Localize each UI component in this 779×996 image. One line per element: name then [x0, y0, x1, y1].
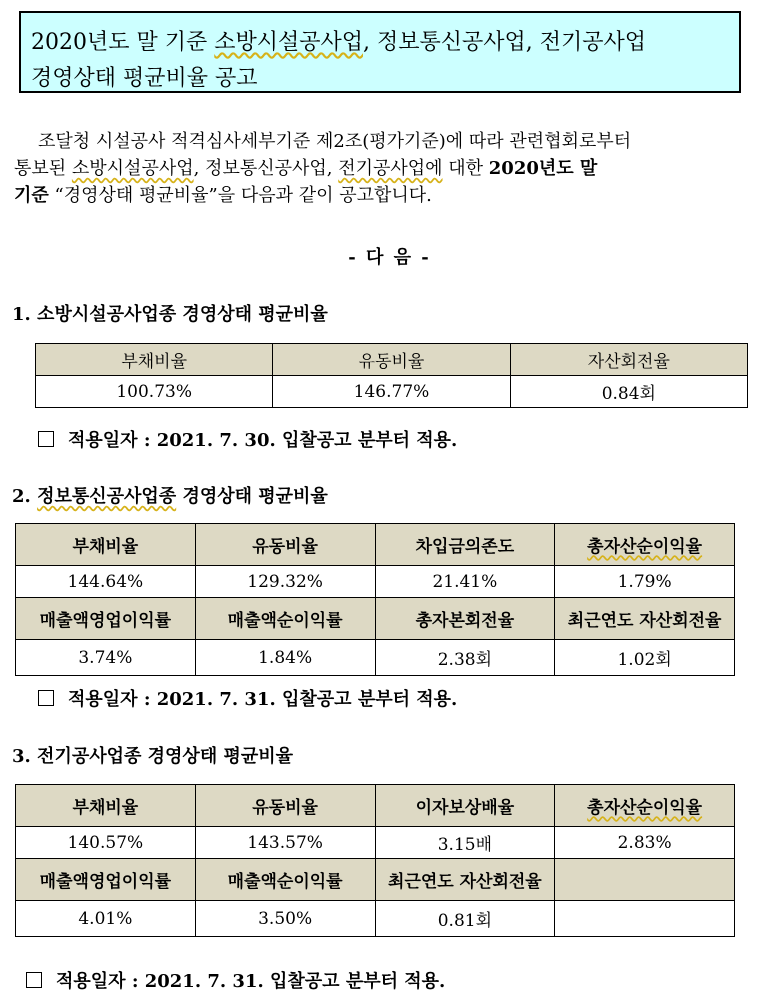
s3-header: 최근연도 자산회전율 [375, 859, 555, 901]
s2-header: 매출액영업이익률 [16, 598, 196, 640]
s2-value: 1.79% [555, 566, 735, 598]
s2-header: 차입금의존도 [375, 524, 555, 566]
title-box [19, 11, 741, 93]
s1-header-liquidity: 유동비율 [273, 344, 510, 376]
s3-header: 이자보상배율 [375, 785, 555, 827]
s3-header: 부채비율 [16, 785, 196, 827]
s2-header: 유동비율 [195, 524, 375, 566]
s3-header: 유동비율 [195, 785, 375, 827]
s2-value: 144.64% [16, 566, 196, 598]
s2-header: 부채비율 [16, 524, 196, 566]
s1-value-debt: 100.73% [36, 376, 273, 408]
section-2-table [15, 523, 735, 676]
s1-header-debt: 부채비율 [36, 344, 273, 376]
s2-value: 2.38회 [375, 640, 555, 676]
s1-value-liquidity: 146.77% [273, 376, 510, 408]
s3-value-empty [555, 901, 735, 937]
checkbox-icon [26, 972, 42, 988]
s3-value: 3.15배 [375, 827, 555, 859]
s3-value: 143.57% [195, 827, 375, 859]
s2-header: 총자산순이익율 [555, 524, 735, 566]
s1-header-turnover: 자산회전율 [510, 344, 747, 376]
section-2-title: 2. 정보통신공사업종 경영상태 평균비율 [12, 486, 328, 507]
s3-value: 140.57% [16, 827, 196, 859]
s2-value: 129.32% [195, 566, 375, 598]
s3-header: 매출액영업이익률 [16, 859, 196, 901]
s2-value: 21.41% [375, 566, 555, 598]
checkbox-icon [38, 690, 54, 706]
s2-value: 1.84% [195, 640, 375, 676]
section-1-apply: 적용일자 : 2021. 7. 30. 입찰공고 분부터 적용. [38, 426, 457, 452]
center-title: - 다 음 - [348, 247, 431, 268]
s2-header: 최근연도 자산회전율 [555, 598, 735, 640]
s3-header: 총자산순이익율 [555, 785, 735, 827]
s3-header: 매출액순이익률 [195, 859, 375, 901]
section-3-apply: 적용일자 : 2021. 7. 31. 입찰공고 분부터 적용. [26, 967, 445, 993]
section-1-title: 1. 소방시설공사업종 경영상태 평균비율 [12, 304, 328, 325]
s3-value: 0.81회 [375, 901, 555, 937]
section-2-apply: 적용일자 : 2021. 7. 31. 입찰공고 분부터 적용. [38, 685, 457, 711]
section-3-table [15, 784, 735, 937]
s2-header: 총자본회전율 [375, 598, 555, 640]
s3-value: 4.01% [16, 901, 196, 937]
s3-header-empty [555, 859, 735, 901]
title-line-1: 2020년도 말 기준 소방시설공사업, 정보통신공사업, 전기공사업 [31, 30, 646, 55]
s2-value: 3.74% [16, 640, 196, 676]
s2-header: 매출액순이익률 [195, 598, 375, 640]
s2-value: 1.02회 [555, 640, 735, 676]
s3-value: 3.50% [195, 901, 375, 937]
s1-value-turnover: 0.84회 [510, 376, 747, 408]
checkbox-icon [38, 431, 54, 447]
section-1-table [35, 343, 748, 408]
title-line-2: 경영상태 평균비율 공고 [31, 66, 258, 91]
section-3-title: 3. 전기공사업종 경영상태 평균비율 [12, 746, 294, 767]
s3-value: 2.83% [555, 827, 735, 859]
intro-paragraph: 조달청 시설공사 적격심사세부기준 제2조(평가기준)에 따라 관련협회로부터 통보된 소방시설공사업, 정보통신공사업, 전기공사업에 대한 2020년도 말 기준 “경영상태 평균비율”을 다음과 같이 공고합니다. [14, 131, 632, 206]
